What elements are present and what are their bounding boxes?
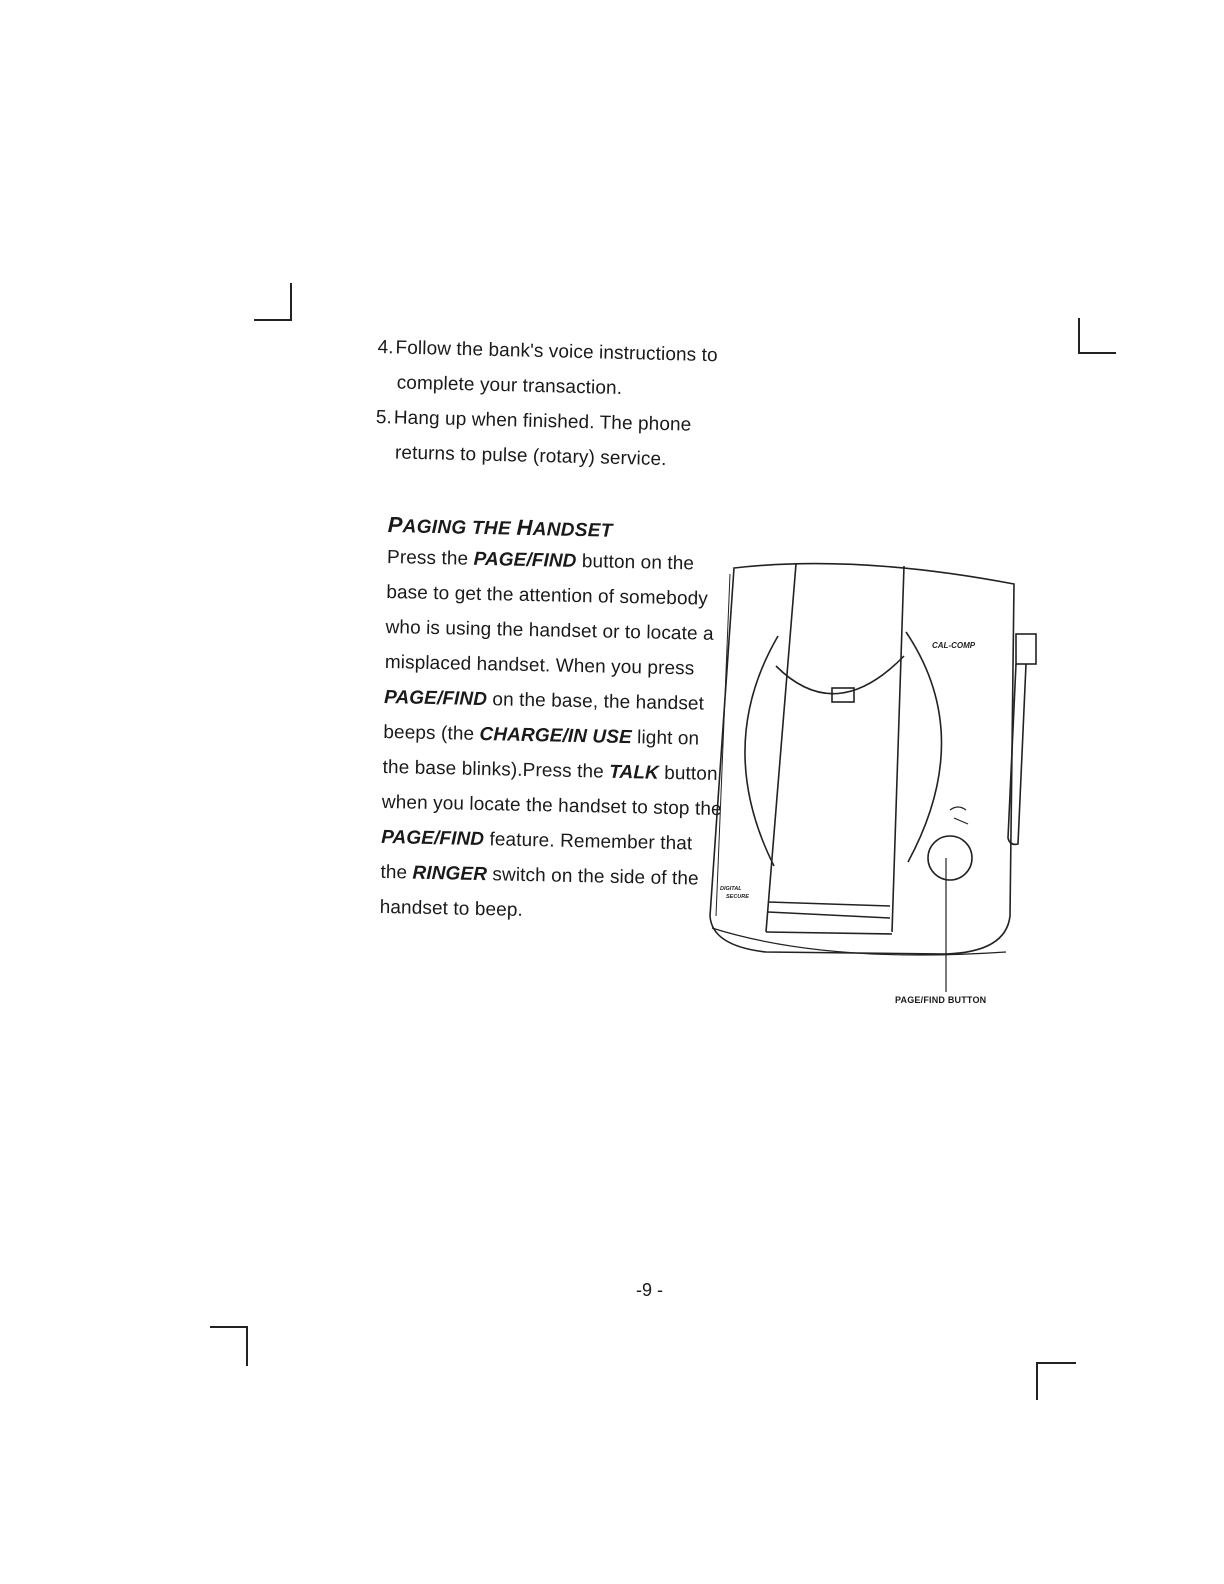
paragraph-keyword: PAGE/FIND	[380, 826, 485, 851]
step-item	[376, 330, 758, 409]
paging-section	[379, 512, 748, 932]
paragraph-run: button on the base to get the attention of somebody who is using the handset or to locate a misplaced handset. When you press	[384, 550, 714, 680]
steps-list	[375, 330, 758, 479]
brand-label: CAL-COMP	[932, 641, 976, 650]
paragraph-run: Press the	[386, 546, 474, 570]
left-arc	[745, 636, 778, 866]
cradle-left-edge	[766, 564, 796, 932]
paragraph-run: on the base, the handset beeps (the	[383, 689, 705, 745]
title-initial: P	[387, 512, 403, 538]
paragraph-keyword: CHARGE/IN USE	[479, 723, 632, 749]
step-number: 4.	[377, 336, 394, 359]
paragraph-run: feature. Remember that the	[380, 829, 693, 884]
paragraph-run: button when you locate the handset to stop the	[381, 762, 722, 821]
page-number: -9 -	[636, 1280, 663, 1300]
crop-mark-bottom-left	[210, 1326, 248, 1366]
paragraph-keyword: PAGE/FIND	[383, 686, 488, 711]
section-paragraph	[379, 540, 727, 932]
title-initial: H	[516, 514, 533, 541]
crop-mark-top-right	[1078, 318, 1116, 354]
step-text-continued: complete your transaction.	[396, 372, 623, 399]
step-number: 5.	[375, 406, 393, 429]
step-text: Hang up when finished. The phone	[393, 407, 692, 436]
phone-base-illustration	[706, 556, 1046, 1016]
badge-line-1: DIGITAL	[720, 886, 742, 892]
paragraph-keyword: RINGER	[412, 862, 488, 886]
step-item	[375, 400, 757, 479]
page-find-button	[928, 836, 972, 880]
paragraph-keyword: TALK	[608, 761, 660, 784]
crop-mark-top-left	[254, 283, 292, 321]
paragraph-run: light on the base blinks).Press the	[382, 727, 700, 783]
figure-caption: PAGE/FIND BUTTON	[895, 995, 987, 1005]
step-text: Follow the bank's voice instructions to	[395, 337, 718, 367]
antenna-tip	[1016, 634, 1036, 664]
step-text-continued: returns to pulse (rotary) service.	[394, 442, 667, 471]
crop-mark-bottom-right	[1036, 1362, 1076, 1400]
title-part: ANDSET	[532, 519, 613, 542]
charge-light	[832, 688, 854, 702]
cradle-right-edge	[892, 566, 904, 932]
badge-line-2: SECURE	[726, 894, 749, 900]
base-outline	[710, 564, 1014, 954]
paragraph-run: switch on the side of the handset to beep.	[379, 864, 699, 921]
title-part: AGING THE	[402, 516, 517, 540]
paragraph-keyword: PAGE/FIND	[473, 548, 577, 572]
right-arc	[906, 632, 942, 862]
